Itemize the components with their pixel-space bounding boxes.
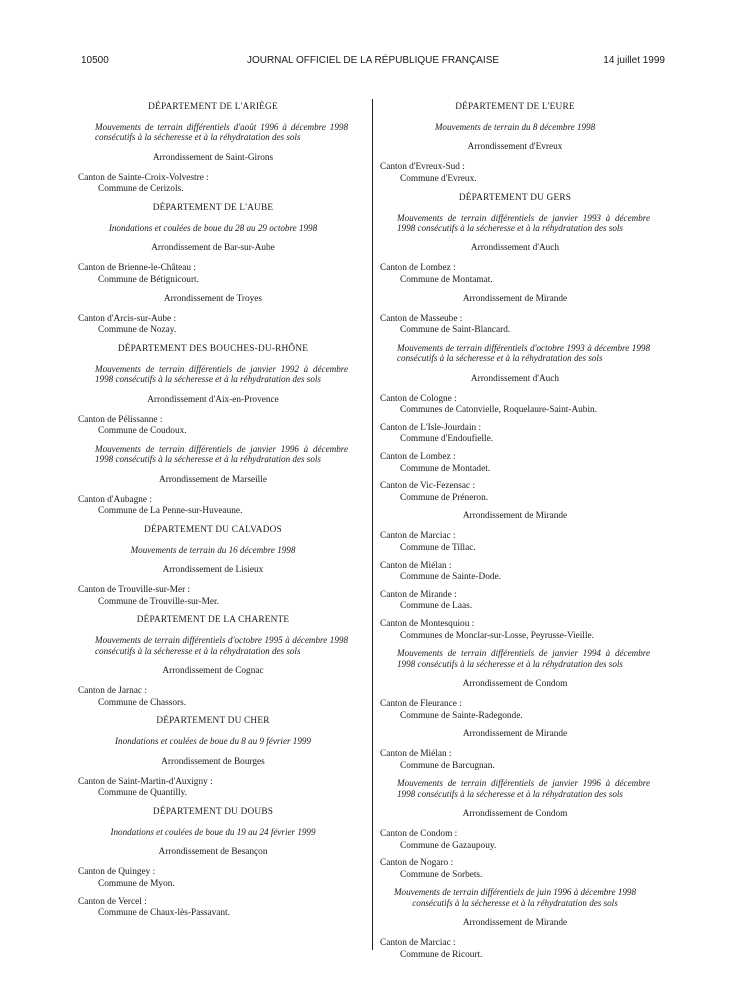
commune-label: Commune de Bétignicourt. (98, 275, 199, 285)
commune-label: Commune de Chaux-lès-Passavant. (98, 908, 230, 919)
canton-label: Canton de Vic-Fezensac : (380, 481, 476, 492)
commune-label: Communes de Catonvielle, Roquelaure-Saint-Aubin. (400, 405, 598, 416)
arrondissement-heading: Arrondissement de Mirande (462, 511, 568, 522)
arrondissement-heading: Arrondissement de Bourges (161, 756, 265, 767)
canton-label: Canton de Lombez : (380, 263, 456, 274)
commune-label: Commune de Montamat. (400, 275, 493, 285)
right-column (380, 101, 650, 967)
commune-label: Commune de Sainte-Dode. (400, 572, 501, 583)
event-description: Mouvements de terrain différentiels de janvier 1993 à décembre 1998 consécutifs à la sécheresse et à la réhydratation des sols (397, 212, 650, 233)
commune-label: Communes de Monclar-sur-Losse, Peyrusse-Vieille. (400, 630, 595, 641)
canton-label: Canton de Mirande : (380, 589, 457, 600)
canton-label: Canton de Masseube : (380, 313, 463, 324)
publication-date: 14 juillet 1999 (603, 55, 665, 66)
canton-label: Canton de Fleurance : (380, 698, 462, 709)
canton-label: Canton de Vercel : (78, 896, 147, 907)
event-description: Mouvements de terrain différentiels d'octobre 1995 à décembre 1998 consécutifs à la sécheresse et à la réhydratation des sols (95, 635, 348, 656)
department-heading: DÉPARTEMENT DE L'AUBE (152, 203, 274, 213)
event-description: Inondations et coulées de boue du 28 au 29 octobre 1998 (108, 223, 318, 233)
commune-label: Commune de Quantilly. (98, 788, 187, 799)
page-header (81, 55, 665, 69)
commune-label: Commune de Laas. (400, 601, 473, 612)
canton-label: Canton de Lombez : (380, 451, 456, 462)
canton-label: Canton de Miélan : (380, 749, 452, 760)
page-number: 10500 (81, 55, 109, 66)
commune-label: Commune de Chassors. (98, 697, 187, 708)
event-description: Inondations et coulées de boue du 8 au 9 février 1999 (115, 736, 311, 747)
column-divider (372, 99, 373, 950)
commune-label: Commune d'Evreux. (400, 174, 477, 184)
commune-label: Commune de Cerizols. (98, 184, 184, 195)
canton-label: Canton de Jarnac : (78, 686, 147, 697)
commune-label: Commune de Nozay. (98, 325, 177, 336)
canton-label: Canton de L'Isle-Jourdain : (380, 422, 482, 433)
arrondissement-heading: Arrondissement de Besançon (158, 847, 268, 858)
canton-label: Canton de Condom : (380, 829, 458, 840)
department-heading: DÉPARTEMENT DE L'EURE (455, 102, 575, 112)
commune-label: Commune d'Endoufielle. (400, 434, 494, 445)
commune-label: Commune de Ricourt. (400, 949, 483, 960)
event-description: Mouvements de terrain différentiels de janvier 1992 à décembre 1998 consécutifs à la sécheresse et à la réhydratation des sols (95, 363, 348, 385)
event-description: Inondations et coulées de boue du 19 au 24 février 1999 (110, 826, 316, 837)
canton-label: Canton de Brienne-le-Château : (78, 263, 196, 274)
left-column (78, 101, 348, 926)
arrondissement-heading: Arrondissement d'Auch (470, 373, 560, 384)
arrondissement-heading: Arrondissement de Mirande (462, 918, 568, 929)
event-description: Mouvements de terrain différentiels de janvier 1996 à décembre 1998 consécutifs à la sécheresse et à la réhydratation des sols (397, 778, 650, 799)
event-description: Mouvements de terrain différentiels d'août 1996 à décembre 1998 consécutifs à la sécheresse et à la réhydratation des sols (95, 122, 348, 143)
arrondissement-heading: Arrondissement de Cognac (162, 666, 264, 677)
department-heading: DÉPARTEMENT DE LA CHARENTE (136, 615, 290, 626)
canton-label: Canton de Trouville-sur-Mer : (78, 585, 191, 596)
canton-label: Canton de Montesquiou : (380, 618, 475, 629)
commune-label: Commune de Tillac. (400, 542, 476, 553)
commune-label: Commune de Gazaupouy. (400, 840, 497, 851)
department-heading: DÉPARTEMENT DES BOUCHES-DU-RHÔNE (117, 343, 309, 354)
arrondissement-heading: Arrondissement de Mirande (462, 729, 568, 740)
commune-label: Commune de Myon. (98, 878, 175, 889)
event-description: Mouvements de terrain différentiels de janvier 1996 à décembre 1998 consécutifs à la sécheresse et à la réhydratation des sols (95, 443, 348, 465)
canton-label: Canton d'Aubagne : (78, 494, 152, 505)
commune-label: Commune de Sorbets. (400, 869, 483, 880)
arrondissement-heading: Arrondissement de Saint-Girons (152, 152, 274, 163)
canton-label: Canton de Cologne : (380, 393, 457, 404)
commune-label: Commune de Sainte-Radegonde. (400, 710, 523, 721)
canton-label: Canton de Marciac : (380, 531, 456, 542)
arrondissement-heading: Arrondissement de Lisieux (162, 565, 264, 576)
commune-label: Commune de Saint-Blancard. (400, 325, 511, 336)
arrondissement-heading: Arrondissement de Condom (462, 809, 568, 820)
arrondissement-heading: Arrondissement de Troyes (163, 293, 263, 304)
canton-label: Canton d'Arcis-sur-Aube : (78, 313, 177, 324)
department-heading: DÉPARTEMENT DU CHER (156, 716, 270, 727)
department-heading: DÉPARTEMENT DE L'ARIÈGE (148, 102, 278, 112)
arrondissement-heading: Arrondissement d'Evreux (467, 142, 563, 153)
event-description: Mouvements de terrain différentiels de janvier 1994 à décembre 1998 consécutifs à la sécheresse et à la réhydratation des sols (397, 648, 650, 669)
event-description: Mouvements de terrain du 8 décembre 1998 (434, 122, 596, 132)
canton-label: Canton de Sainte-Croix-Volvestre : (78, 172, 209, 183)
department-heading: DÉPARTEMENT DU CALVADOS (144, 524, 282, 535)
event-description: Mouvements de terrain différentiels d'octobre 1993 à décembre 1998 consécutifs à la sécheresse et à la réhydratation des sols (397, 342, 650, 364)
event-description: Mouvements de terrain du 16 décembre 1998 (130, 544, 296, 555)
canton-label: Canton d'Evreux-Sud : (380, 162, 465, 173)
journal-title: JOURNAL OFFICIEL DE LA RÉPUBLIQUE FRANÇAISE (246, 55, 500, 66)
department-heading: DÉPARTEMENT DU DOUBS (152, 806, 274, 817)
canton-label: Canton de Nogaro : (380, 858, 454, 869)
commune-label: Commune de Coudoux. (98, 426, 187, 437)
commune-label: Commune de Trouville-sur-Mer. (98, 596, 219, 607)
arrondissement-heading: Arrondissement de Bar-sur-Aube (151, 243, 275, 254)
commune-label: Commune de Montadet. (400, 463, 491, 474)
event-description: Mouvements de terrain différentiels de juin 1996 à décembre 1998 consécutifs à la sécheresse et à la réhydratation des sols (393, 887, 637, 908)
canton-label: Canton de Quingey : (78, 867, 156, 878)
arrondissement-heading: Arrondissement de Marseille (159, 474, 267, 485)
canton-label: Canton de Miélan : (380, 560, 452, 571)
canton-label: Canton de Marciac : (380, 938, 456, 949)
commune-label: Commune de Préneron. (400, 492, 489, 503)
arrondissement-heading: Arrondissement d'Aix-en-Provence (147, 394, 279, 405)
arrondissement-heading: Arrondissement de Mirande (462, 293, 568, 304)
canton-label: Canton de Pélissanne : (78, 414, 163, 425)
department-heading: DÉPARTEMENT DU GERS (458, 192, 572, 203)
arrondissement-heading: Arrondissement de Condom (462, 678, 568, 689)
commune-label: Commune de Barcugnan. (400, 760, 495, 771)
canton-label: Canton de Saint-Martin-d'Auxigny : (78, 776, 213, 787)
arrondissement-heading: Arrondissement d'Auch (470, 243, 560, 254)
commune-label: Commune de La Penne-sur-Huveaune. (98, 506, 243, 517)
